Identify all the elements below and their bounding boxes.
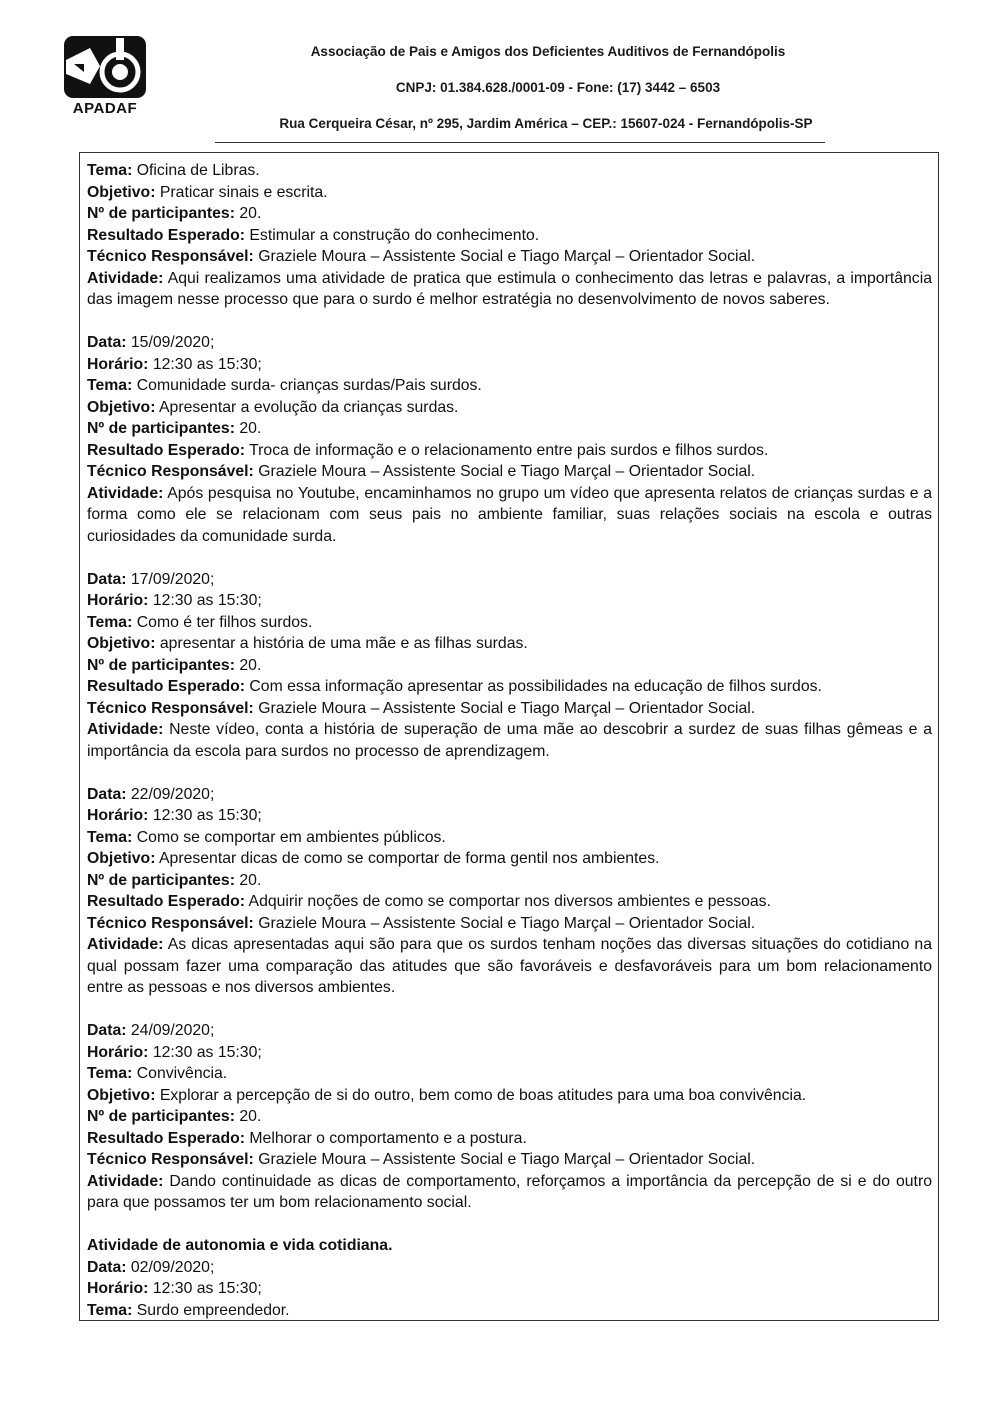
entry-date-label: Data: [87,334,127,351]
entry-objective-value: Apresentar a evolução da crianças surdas. [159,398,459,416]
entry-time-value: 12:30 as 15:30; [152,592,262,609]
activity-entry [87,311,932,548]
entry-theme-value: Comunidade surda- crianças surdas/Pais surdos. [136,377,482,394]
entry-date-label: Data: [87,570,127,588]
entry-objective-label: Objetivo: [87,398,156,416]
entry-date-label: Data: [87,785,127,803]
entry-activity-value: Neste vídeo, conta a história de superação de uma mãe ao descobrir a surdez de suas filhas gêmeas e a importância da escola para surdos no processo de aprendizagem. [87,721,932,760]
entry-theme [87,827,932,849]
entry-time-value: 12:30 as 15:30; [152,807,262,824]
entry-participants [87,1106,932,1128]
entry-date-value: 17/09/2020; [130,570,215,588]
entry-activity-value: Após pesquisa no Youtube, encaminhamos no grupo um vídeo que apresenta relatos de crianças surdas e a forma como ele se relacionam com seus pais no ambiente familiar, suas relações sociais na escola e outras curiosidades da comunidade surda. [87,484,932,545]
entry-participants-label: Nº de participantes: [87,205,235,222]
entry-participants-label: Nº de participantes: [87,656,235,674]
entry-time-label: Horário: [87,592,149,609]
section-theme-value: Surdo empreendedor. [136,1301,290,1319]
entry-time-label: Horário: [87,1043,149,1061]
entry-time [87,590,932,612]
entry-technician-value: Graziele Moura – Assistente Social e Tiago Marçal – Orientador Social. [258,248,756,265]
entry-activity [87,1171,932,1214]
entry-time-label: Horário: [87,807,149,824]
entry-theme-value: Como é ter filhos surdos. [136,613,313,631]
section-time [87,1278,932,1300]
entry-objective [87,633,932,655]
entry-participants [87,655,932,677]
entry-technician-value: Graziele Moura – Assistente Social e Tiago Marçal – Orientador Social. [258,699,756,717]
entry-date [87,784,932,806]
entry-objective-label: Objetivo: [87,1086,156,1104]
section-date-value: 02/09/2020; [130,1258,215,1276]
report-body [87,160,932,1321]
entry-technician [87,461,932,483]
entry-date-value: 24/09/2020; [130,1022,215,1039]
entry-objective [87,182,932,204]
entry-expected-result-value: Troca de informação e o relacionamento entre pais surdos e filhos surdos. [249,441,769,459]
entry-participants [87,418,932,440]
entry-theme [87,612,932,634]
entry-date-value: 15/09/2020; [130,334,215,351]
entry-activity-label: Atividade: [87,269,164,287]
entry-theme-value: Oficina de Libras. [136,162,260,179]
section-time-label: Horário: [87,1280,149,1297]
entry-time-value: 12:30 as 15:30; [152,355,262,373]
entry-activity-label: Atividade: [87,1172,164,1190]
entry-participants-value: 20. [239,1108,262,1125]
entry-theme-label: Tema: [87,162,133,179]
entry-expected-result-label: Resultado Esperado: [87,678,245,695]
entry-objective-value: Praticar sinais e escrita. [159,183,328,201]
entry-activity-label: Atividade: [87,936,164,953]
entry-technician-value: Graziele Moura – Assistente Social e Tiago Marçal – Orientador Social. [258,463,756,480]
entry-participants-label: Nº de participantes: [87,1108,235,1125]
header-rule [215,142,825,143]
entry-expected-result-value: Adquirir noções de como se comportar nos diversos ambientes e pessoas. [248,893,771,910]
entry-technician-label: Técnico Responsável: [87,1151,254,1168]
letterhead [0,0,992,150]
section-date [87,1257,932,1279]
spacer [87,311,932,333]
entry-theme-value: Como se comportar em ambientes públicos. [136,828,446,846]
entry-participants [87,870,932,892]
entry-time [87,354,932,376]
entry-technician-value: Graziele Moura – Assistente Social e Tiago Marçal – Orientador Social. [258,914,756,932]
entry-date [87,1020,932,1042]
entry-technician-label: Técnico Responsável: [87,914,254,932]
cnpj-phone: CNPJ: 01.384.628./0001-09 - Fone: (17) 3442 – 6503 [395,80,721,95]
entry-expected-result-label: Resultado Esperado: [87,441,245,459]
entry-technician-label: Técnico Responsável: [87,248,254,265]
spacer [87,999,932,1021]
activity-entry [87,160,932,311]
entry-theme-label: Tema: [87,828,133,846]
entry-expected-result [87,891,932,913]
entry-time-value: 12:30 as 15:30; [152,1043,262,1061]
entry-expected-result-value: Estimular a construção do conhecimento. [249,226,540,244]
org-name: Associação de Pais e Amigos dos Deficientes Auditivos de Fernandópolis [310,44,786,59]
entry-participants-value: 20. [239,656,262,674]
section-theme-label: Tema: [87,1301,133,1319]
entry-date [87,569,932,591]
address: Rua Cerqueira César, nº 295, Jardim América – CEP.: 15607-024 - Fernandópolis-SP [279,116,813,131]
section-time-value: 12:30 as 15:30; [152,1280,262,1297]
apadaf-logo [58,34,152,122]
entry-activity [87,483,932,548]
entry-time-label: Horário: [87,355,149,373]
spacer [87,1214,932,1236]
entry-activity [87,719,932,762]
entry-participants-label: Nº de participantes: [87,871,235,889]
entry-participants-value: 20. [239,420,262,437]
entry-participants-label: Nº de participantes: [87,420,235,437]
entry-expected-result [87,1128,932,1150]
apadaf-logo-icon [60,34,150,100]
entry-objective-value: apresentar a história de uma mãe e as filhas surdas. [159,635,528,652]
entry-technician-label: Técnico Responsável: [87,463,254,480]
entry-date-value: 22/09/2020; [130,785,215,803]
entry-objective [87,397,932,419]
entry-participants [87,203,932,225]
entry-expected-result-label: Resultado Esperado: [87,893,245,910]
entry-theme [87,375,932,397]
entry-technician-label: Técnico Responsável: [87,699,254,717]
entry-expected-result-label: Resultado Esperado: [87,1129,245,1147]
autonomy-section [87,1214,932,1322]
entry-activity-label: Atividade: [87,721,164,738]
entry-participants-value: 20. [239,871,262,889]
entry-objective [87,848,932,870]
entry-date-label: Data: [87,1022,127,1039]
entry-technician [87,913,932,935]
spacer [87,762,932,784]
activity-entry [87,999,932,1214]
entry-expected-result [87,225,932,247]
entry-activity-label: Atividade: [87,484,164,502]
logo-text: APADAF [72,100,138,117]
entry-objective-label: Objetivo: [87,850,156,867]
entry-objective-label: Objetivo: [87,183,156,201]
entry-activity [87,934,932,999]
spacer [87,547,932,569]
entry-expected-result-label: Resultado Esperado: [87,226,245,244]
entry-activity-value: Dando continuidade as dicas de comportamento, reforçamos a importância da percepção de si e do outro para que possamos ter um bom relacionamento social. [87,1172,932,1211]
entry-expected-result-value: Com essa informação apresentar as possibilidades na educação de filhos surdos. [249,678,822,695]
entry-participants-value: 20. [239,205,262,222]
entry-theme-label: Tema: [87,377,133,394]
entry-objective-value: Apresentar dicas de como se comportar de forma gentil nos ambientes. [159,850,660,867]
entry-date [87,332,932,354]
entry-objective [87,1085,932,1107]
entry-technician [87,698,932,720]
entry-expected-result-value: Melhorar o comportamento e a postura. [249,1129,527,1147]
entry-theme-value: Convivência. [136,1065,228,1082]
entry-activity [87,268,932,311]
entry-time [87,1042,932,1064]
entry-expected-result [87,440,932,462]
section-theme [87,1300,932,1322]
entry-activity-value: As dicas apresentadas aqui são para que os surdos tenham noções das diversas situações do cotidiano na qual possam fazer uma comparação das atitudes que são favoráveis e desfavoráveis para um bom relacionamento entre as pessoas e nos diversos ambientes. [87,936,932,996]
entry-technician-value: Graziele Moura – Assistente Social e Tiago Marçal – Orientador Social. [258,1151,756,1168]
entry-activity-value: Aqui realizamos uma atividade de pratica que estimula o conhecimento das letras e palavras, a importância das imagem nesse processo que para o surdo é melhor estratégia no desenvolvimento de novos saberes. [87,269,932,308]
entry-objective-label: Objetivo: [87,635,156,652]
entry-theme [87,1063,932,1085]
entry-technician [87,246,932,268]
activity-entry [87,762,932,999]
entry-time [87,805,932,827]
entry-expected-result [87,676,932,698]
entry-theme-label: Tema: [87,613,133,631]
entry-theme-label: Tema: [87,1065,133,1082]
section-date-label: Data: [87,1258,127,1276]
section-heading: Atividade de autonomia e vida cotidiana. [87,1237,393,1254]
entry-technician [87,1149,932,1171]
activity-entry [87,547,932,762]
entry-objective-value: Explorar a percepção de si do outro, bem como de boas atitudes para uma boa convivência. [159,1086,807,1104]
entry-theme [87,160,932,182]
